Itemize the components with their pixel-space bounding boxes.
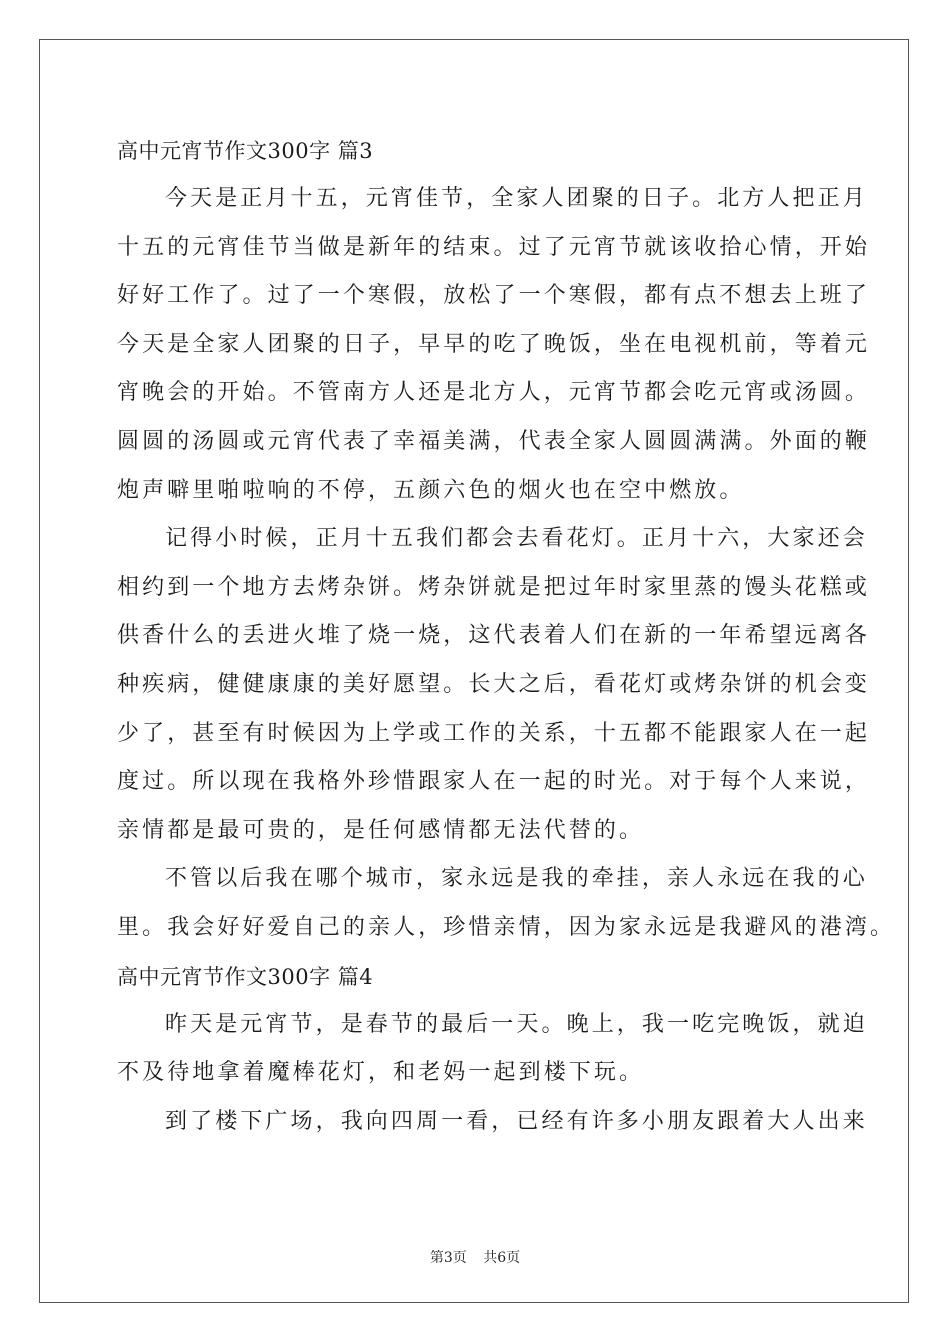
current-page-number: 第3页 [429, 1250, 467, 1266]
paragraph-line: 十五的元宵佳节当做是新年的结束。过了元宵节就该收拾心情，开始 [117, 234, 871, 260]
paragraph-line: 圆圆的汤圆或元宵代表了幸福美满，代表全家人圆圆满满。外面的鞭 [117, 428, 871, 454]
paragraph-line: 度过。所以现在我格外珍惜跟家人在一起的时光。对于每个人来说， [117, 769, 871, 795]
paragraph-line: 亲情都是最可贵的，是任何感情都无法代替的。 [117, 817, 645, 843]
paragraph-first-line: 不管以后我在哪个城市，家永远是我的牵挂，亲人永远在我的心 [165, 866, 868, 892]
paragraph-line: 炮声噼里啪啦响的不停，五颜六色的烟火也在空中燃放。 [117, 477, 745, 503]
paragraph-line: 宵晚会的开始。不管南方人还是北方人，元宵节都会吃元宵或汤圆。 [117, 380, 871, 406]
paragraph-line: 里。我会好好爱自己的亲人，珍惜亲情，因为家永远是我避风的港湾。 [117, 914, 896, 940]
paragraph-first-line: 今天是正月十五，元宵佳节，全家人团聚的日子。北方人把正月 [165, 186, 868, 211]
page-footer [0, 1247, 950, 1267]
paragraph-first-line: 记得小时候，正月十五我们都会去看花灯。正月十六，大家还会 [165, 526, 868, 552]
paragraph-line: 不及待地拿着魔棒花灯，和老妈一起到楼下玩。 [117, 1060, 645, 1086]
paragraph-line: 种疾病，健健康康的美好愿望。长大之后，看花灯或烤杂饼的机会变 [117, 671, 871, 697]
section-heading: 高中元宵节作文300字 篇4 [117, 964, 374, 989]
paragraph-line: 相约到一个地方去烤杂饼。烤杂饼就是把过年时家里蒸的馒头花糕或 [117, 574, 871, 600]
paragraph-line: 少了，甚至有时候因为上学或工作的关系，十五都不能跟家人在一起 [117, 720, 871, 746]
paragraph-line: 好好工作了。过了一个寒假，放松了一个寒假，都有点不想去上班了 [117, 283, 871, 309]
paragraph-line: 供香什么的丢进火堆了烧一烧，这代表着人们在新的一年希望远离各 [117, 623, 871, 649]
document-body [117, 127, 896, 1146]
paragraph-first-line: 到了楼下广场，我向四周一看，已经有许多小朋友跟着大人出来 [165, 1108, 868, 1134]
section-heading: 高中元宵节作文300字 篇3 [117, 139, 374, 163]
paragraph-first-line: 昨天是元宵节，是春节的最后一天。晚上，我一吃完晚饭，就迫 [165, 1011, 868, 1037]
paragraph-line: 今天是全家人团聚的日子，早早的吃了晚饭，坐在电视机前，等着元 [117, 331, 871, 357]
total-page-count: 共6页 [483, 1250, 521, 1266]
